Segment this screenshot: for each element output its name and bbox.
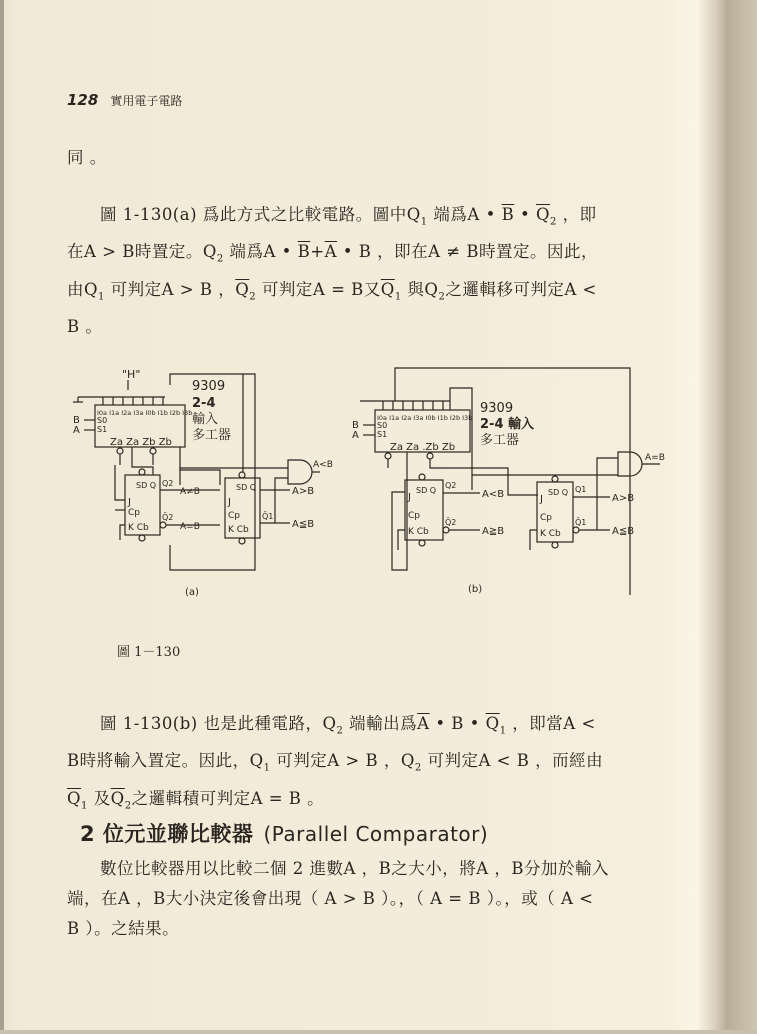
figure-caption: 圖 1－130 [117,645,181,660]
svg-text:A<B: A<B [313,460,333,470]
svg-text:Q̄1: Q̄1 [262,512,274,521]
fig-a-label: (a) [185,587,199,598]
p1-line-2: 在A > B時置定。$Q_2$ 端爲A • $\overline{B}+\overline{A}$ • B ，即在A ≠ B時置定。因此， [67,242,598,265]
paragraph-1 [67,200,667,342]
svg-text:SD Q: SD Q [416,486,437,495]
circuit-figure [70,360,670,610]
svg-text:SD Q: SD Q [236,483,257,492]
book-title: 實用電子電路 [110,94,183,108]
continued-text: 同 。 [67,148,107,167]
svg-text:S1: S1 [97,425,108,434]
svg-text:A=B: A=B [180,522,200,532]
svg-text:A=B: A=B [645,453,665,463]
svg-text:Cp: Cp [228,511,240,521]
svg-text:Cp: Cp [408,511,420,521]
p3-line-3: B ）。之結果。 [67,919,180,938]
svg-text:A>B: A>B [612,493,635,504]
paragraph-3 [67,854,667,944]
svg-text:A≠B: A≠B [180,487,200,497]
fig-b-chip-number: 9309 [480,401,514,416]
svg-text:K Cb: K Cb [540,529,561,539]
svg-text:A≦B: A≦B [612,526,635,537]
svg-text:Q̄2: Q̄2 [162,513,174,522]
svg-text:A>B: A>B [292,486,315,497]
p1-line-1: 圖 1-130(a) 爲此方式之比較電路。圖中$Q_1$ 端爲A • $\overline{B}$ • $\overline{Q}_2$ ，即 [100,205,597,228]
p1-line-4: B 。 [67,316,103,336]
fig-a-chip-desc2: 輸入 [192,412,219,427]
fig-a-chip-desc1: 2-4 [192,396,216,411]
svg-text:I0a I1a I2a I3a I0b I1b I2b I3: I0a I1a I2a I3a I0b I1b I2b I3b [97,409,193,417]
svg-text:K Cb: K Cb [128,523,149,533]
paragraph-2 [67,709,667,821]
fig-b-chip-desc1: 2-4 輸入 [480,417,535,432]
svg-text:J: J [128,497,131,508]
fig-a-h-label: "H" [122,368,141,381]
svg-text:Cp: Cp [540,513,552,523]
p3-line-2: 端，在A ，B大小決定後會出現（ A > B ）。，（ A = B ）。，或（ A < [67,889,594,908]
svg-text:Q2: Q2 [162,479,174,488]
svg-text:B: B [73,415,80,426]
svg-text:I0a I1a I2a I3a I0b I1b I2b I3: I0a I1a I2a I3a I0b I1b I2b I3b [377,414,473,422]
svg-text:SD Q: SD Q [136,481,157,490]
svg-text:A≦B: A≦B [292,519,315,530]
svg-text:A<B: A<B [482,489,505,500]
running-head [67,91,182,109]
page-edge-bottom [0,1030,757,1034]
svg-text:J: J [228,497,231,508]
fig-b-label: (b) [468,584,483,595]
p2-line-2: B時將輸入置定。因此，$Q_1$ 可判定A > B ，$Q_2$ 可判定A < B ，而經由 [67,751,604,774]
p1-line-3: 由$Q_1$ 可判定A > B ，$\overline{Q}_2$ 可判定A = B又$\overline{Q}_1$ 與$Q_2$之邏輯移可判定A < [67,279,597,302]
section-title-en: (Parallel Comparator) [263,822,489,846]
svg-text:Q2: Q2 [445,481,457,490]
svg-text:S0: S0 [377,421,388,430]
svg-text:S0: S0 [97,416,108,425]
page-number: 128 [67,91,99,109]
svg-text:A: A [352,430,359,441]
svg-text:Za Za Zb Zb: Za Za Zb Zb [110,437,172,448]
svg-text:B: B [352,420,359,431]
fig-b-chip-desc2: 多工器 [480,433,520,448]
p3-line-1: 數位比較器用以比較二個 2 進數A ，B之大小，將A ，B分加於輸入 [100,859,610,878]
svg-text:A: A [73,425,80,436]
svg-text:Q̄2: Q̄2 [445,518,457,527]
svg-text:J: J [408,492,411,503]
section-heading [80,818,488,848]
section-title-zh: 2 位元並聯比較器 [80,822,254,846]
p2-line-1: 圖 1-130(b) 也是此種電路，$Q_2$ 端輸出爲$\overline{A}$ • B • $\overline{Q}_1$ ，即當A < [100,714,596,737]
page-edge-left [0,0,4,1034]
svg-text:S1: S1 [377,430,388,439]
svg-text:SD Q: SD Q [548,488,569,497]
p2-line-3: $\overline{Q}_1$ 及$\overline{Q}_2$之邏輯積可判定A = B 。 [67,788,325,811]
svg-text:K Cb: K Cb [228,525,249,535]
svg-text:Za Za .Zb Zb: Za Za .Zb Zb [390,442,456,453]
fig-a-chip-desc3: 多工器 [192,428,232,443]
svg-text:Q1: Q1 [575,485,587,494]
svg-text:Cp: Cp [128,508,140,518]
svg-text:K Cb: K Cb [408,527,429,537]
svg-text:J: J [540,494,543,505]
fig-a-chip-number: 9309 [192,379,226,394]
svg-text:Q̄1: Q̄1 [575,518,587,527]
svg-text:A≧B: A≧B [482,526,505,537]
